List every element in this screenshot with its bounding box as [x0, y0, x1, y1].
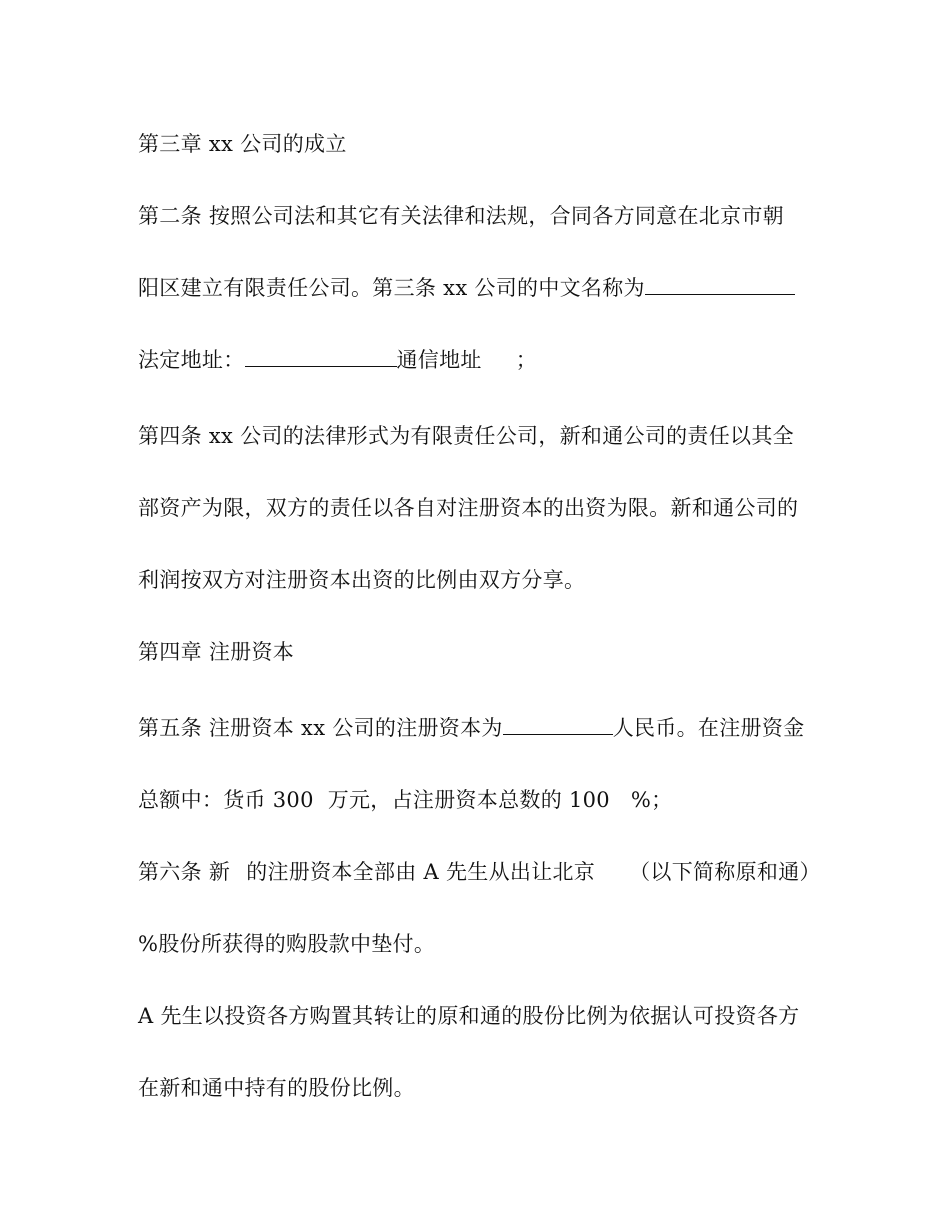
article-6-line-4 [138, 1073, 828, 1103]
article-6-line-1 [138, 857, 828, 887]
chapter-4-heading-text: 第四章 注册资本 [138, 640, 295, 664]
address-line [138, 345, 828, 375]
mailing-address-label: 通信地址 [396, 348, 482, 372]
article-6-text-3: （以下简称原和通） [629, 860, 821, 884]
article-6-text-2: 的注册资本全部由 A 先生从出让北京 [246, 860, 596, 884]
chapter-3-heading-text: 第三章 xx 公司的成立 [138, 132, 347, 156]
article-4-text-2: 部资产为限，双方的责任以各自对注册资本的出资为限。新和通公司的 [138, 496, 799, 520]
article-6-text-4: %股份所获得的购股款中垫付。 [138, 932, 436, 956]
article-2-line-2 [138, 273, 828, 303]
legal-address-label: 法定地址： [138, 348, 245, 372]
article-6-text-1: 第六条 新 [138, 860, 231, 884]
chinese-name-blank [645, 274, 795, 295]
chapter-4-heading [138, 637, 828, 667]
article-4-line-2 [138, 493, 828, 523]
article-4-text-3: 利润按双方对注册资本出资的比例由双方分享。 [138, 568, 586, 592]
article-6-line-2 [138, 929, 828, 959]
article-4-line-3 [138, 565, 828, 595]
chapter-3-heading [138, 129, 828, 159]
article-5-line-1 [138, 713, 828, 743]
article-2-line-1 [138, 201, 828, 231]
registered-capital-blank [503, 714, 613, 735]
article-4-text-1: 第四条 xx 公司的法律形式为有限责任公司，新和通公司的责任以其全 [138, 424, 794, 448]
article-6-text-6: 在新和通中持有的股份比例。 [138, 1076, 415, 1100]
article-5-line-2 [138, 785, 828, 815]
article-5-text-2: 人民币。在注册资金 [612, 716, 805, 740]
article-6-text-5: A 先生以投资各方购置其转让的原和通的股份比例为依据认可投资各方 [138, 1004, 800, 1028]
article-4-line-1 [138, 421, 828, 451]
article-6-line-3 [138, 1001, 828, 1031]
article-5-text-3: 总额中：货币 300 万元，占注册资本总数的 100 %； [138, 788, 673, 812]
article-2-text: 第二条 按照公司法和其它有关法律和法规，合同各方同意在北京市朝 [138, 204, 784, 228]
legal-address-blank [245, 346, 397, 367]
article-5-text-1: 第五条 注册资本 xx 公司的注册资本为 [138, 716, 503, 740]
address-line-end: ； [515, 348, 538, 372]
article-3-text: 阳区建立有限责任公司。第三条 xx 公司的中文名称为 [138, 276, 645, 300]
